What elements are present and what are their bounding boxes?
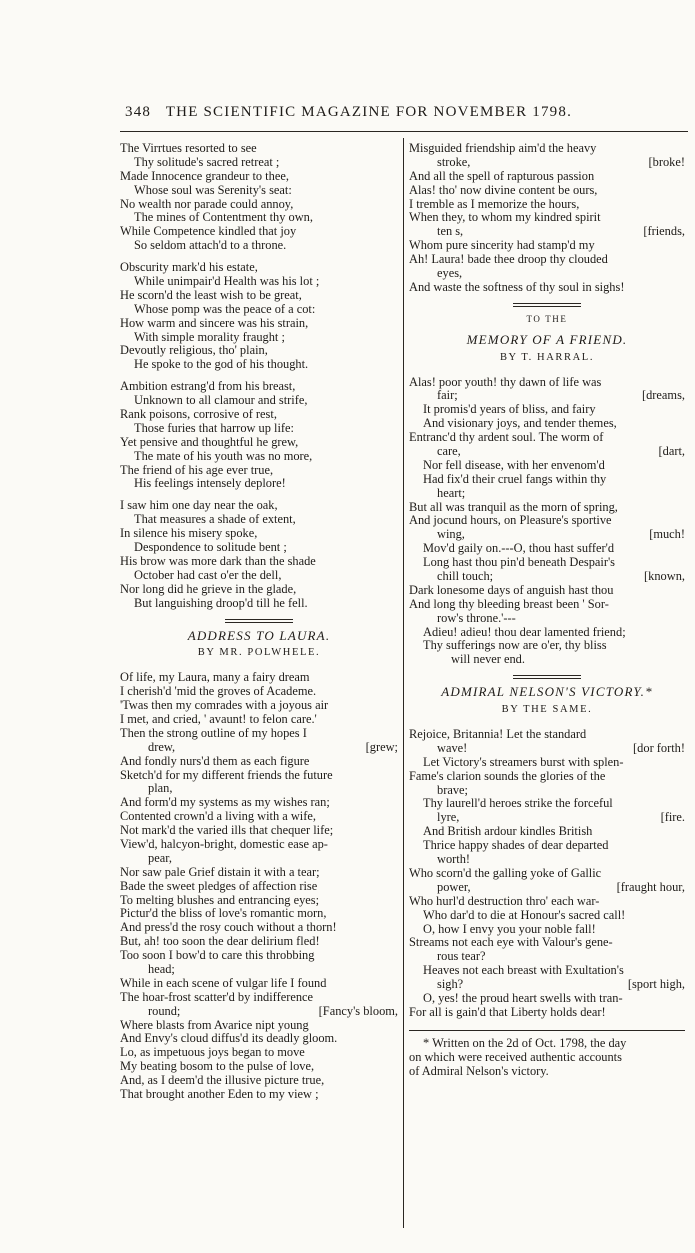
- line-text: Whose pomp was the peace of a cot:: [134, 301, 316, 316]
- line-text: worth!: [437, 852, 471, 867]
- line-text: His brow was more dark than the shade: [120, 553, 316, 568]
- poem-line: [409, 142, 685, 156]
- poem-line: [120, 597, 398, 611]
- line-text: Let Victory's streamers burst with splen-: [423, 754, 624, 769]
- poem-line: [409, 895, 685, 909]
- line-text: He scorn'd the least wish to be great,: [120, 287, 302, 302]
- turnover-word: [Fancy's bloom,: [318, 1003, 398, 1018]
- poem-line: [409, 839, 685, 853]
- line-text: Sketch'd for my different friends the future: [120, 767, 333, 782]
- line-text: How warm and sincere was his strain,: [120, 315, 309, 330]
- poem-line: [120, 198, 398, 212]
- line-text: And visionary joys, and tender themes,: [423, 416, 617, 431]
- line-text: Nor fell disease, with her envenom'd: [423, 457, 605, 472]
- poem-line: [409, 770, 685, 784]
- line-text: Long hast thou pin'd beneath Despair's: [423, 555, 616, 570]
- poem-line: [120, 796, 398, 810]
- poem-line: [409, 964, 685, 978]
- poem-line: [409, 881, 685, 895]
- line-text: Where blasts from Avarice nipt young: [120, 1017, 309, 1032]
- poem-line: [120, 810, 398, 824]
- line-text: Too soon I bow'd to care this throbbing: [120, 948, 315, 963]
- line-text: head;: [148, 962, 175, 977]
- poem-line: [409, 281, 685, 295]
- poem-line: [120, 380, 398, 394]
- poem-title: ADDRESS TO LAURA.: [187, 627, 331, 643]
- line-text: stroke,: [437, 154, 471, 169]
- line-text: Had fix'd their cruel fangs within thy: [423, 471, 607, 486]
- line-text: While Competence kindled that joy: [120, 224, 297, 239]
- poem-line: [120, 991, 398, 1005]
- left-column: [120, 142, 398, 1102]
- poem-line: [120, 422, 398, 436]
- line-text: row's throne.'---: [437, 610, 516, 625]
- poem-line: [120, 184, 398, 198]
- poem-line: [409, 239, 685, 253]
- line-text: And British ardour kindles British: [423, 824, 593, 839]
- line-text: ten s,: [437, 224, 464, 239]
- turnover-word: [broke!: [648, 154, 685, 169]
- line-text: Obscurity mark'd his estate,: [120, 260, 258, 275]
- line-text: To melting blushes and entrancing eyes;: [120, 892, 320, 907]
- poem-line: [409, 867, 685, 881]
- line-text: brave;: [437, 782, 468, 797]
- poem-line: [120, 211, 398, 225]
- poem-line: [409, 431, 685, 445]
- line-text: Ah! Laura! bade thee droop thy clouded: [409, 252, 608, 267]
- page-header: [125, 104, 645, 121]
- poem-line: [120, 569, 398, 583]
- line-text: Thy laurell'd heroes strike the forceful: [423, 796, 613, 811]
- poem-line: [409, 170, 685, 184]
- line-text: Thy solitude's sacred retreat ;: [134, 154, 280, 169]
- line-text: And jocund hours, on Pleasure's sportive: [409, 513, 612, 528]
- poem-line: [120, 275, 398, 289]
- line-text: While in each scene of vulgar life I found: [120, 975, 327, 990]
- line-text: October had cast o'er the dell,: [134, 567, 282, 582]
- line-text: Mov'd gaily on.---O, thou hast suffer'd: [423, 541, 615, 556]
- poem-line: [409, 626, 685, 640]
- poem-line: [120, 963, 398, 977]
- section-rule: [513, 675, 581, 679]
- poem-line: [120, 261, 398, 275]
- line-text: rous tear?: [437, 949, 486, 964]
- poem-line: [120, 225, 398, 239]
- poem-line: [120, 436, 398, 450]
- line-text: And Envy's cloud diffus'd its deadly gloom.: [120, 1031, 338, 1046]
- line-text: And press'd the rosy couch without a thorn!: [120, 920, 337, 935]
- column-divider: [403, 138, 404, 1228]
- poem-line: [409, 211, 685, 225]
- poem-title: MEMORY OF A FRIEND.: [466, 331, 628, 347]
- poem-line: [120, 541, 398, 555]
- line-text: Alas! poor youth! thy dawn of life was: [409, 374, 602, 389]
- line-text: I tremble as I memorize the hours,: [409, 196, 580, 211]
- poem-line: [409, 612, 685, 626]
- line-text: on which were received authentic accounts: [409, 1049, 622, 1064]
- poem-line: [409, 445, 685, 459]
- poem-line: [120, 170, 398, 184]
- poem-line: [409, 528, 685, 542]
- poem-line: [409, 487, 685, 501]
- line-text: Alas! tho' now divine content be ours,: [409, 182, 598, 197]
- line-text: Lo, as impetuous joys began to move: [120, 1045, 305, 1060]
- poem-continued: [409, 142, 685, 295]
- line-text: The mines of Contentment thy own,: [134, 210, 313, 225]
- line-text: Thy sufferings now are o'er, thy bliss: [423, 638, 607, 653]
- poem-line: [409, 389, 685, 403]
- line-text: Nor long did he grieve in the glade,: [120, 581, 297, 596]
- line-text: He spoke to the god of his thought.: [134, 357, 309, 372]
- poem-line: [120, 555, 398, 569]
- poem-line: [120, 358, 398, 372]
- poem-line: [409, 225, 685, 239]
- poem-line: [120, 394, 398, 408]
- poem-line: [120, 713, 398, 727]
- poem-line: [409, 598, 685, 612]
- poem-line: [409, 1037, 685, 1051]
- section-rule: [225, 619, 293, 623]
- line-text: heart;: [437, 485, 466, 500]
- poem-line: [120, 949, 398, 963]
- poem-line: [409, 936, 685, 950]
- line-text: Whose soul was Serenity's seat:: [134, 182, 292, 197]
- line-text: Ambition estrang'd from his breast,: [120, 379, 296, 394]
- line-text: care,: [437, 443, 461, 458]
- poem-line: [409, 1006, 685, 1020]
- line-text: Rejoice, Britannia! Let the standard: [409, 727, 587, 742]
- poem-line: [120, 671, 398, 685]
- line-text: Of life, my Laura, many a fairy dream: [120, 670, 310, 685]
- line-text: chill touch;: [437, 568, 494, 583]
- page-number: 348: [125, 104, 152, 120]
- line-text: power,: [437, 879, 471, 894]
- poem-line: [120, 142, 398, 156]
- poem-line: [120, 1005, 398, 1019]
- line-text: With simple morality fraught ;: [134, 329, 285, 344]
- poem-line: [120, 513, 398, 527]
- line-text: And fondly nurs'd them as each figure: [120, 753, 310, 768]
- poem-line: [120, 408, 398, 422]
- line-text: So seldom attach'd to a throne.: [134, 238, 287, 253]
- line-text: fair;: [437, 388, 458, 403]
- poem-line: [120, 880, 398, 894]
- line-text: While unimpair'd Health was his lot ;: [134, 274, 320, 289]
- turnover-word: [grew;: [365, 739, 398, 754]
- poem-line: [120, 239, 398, 253]
- line-text: Yet pensive and thoughtful he grew,: [120, 434, 299, 449]
- poem-line: [120, 921, 398, 935]
- poem-line: [120, 499, 398, 513]
- right-column: [409, 142, 685, 1078]
- poem-line: [409, 1065, 685, 1079]
- poem-line: [409, 909, 685, 923]
- line-text: Rank poisons, corrosive of rest,: [120, 407, 277, 422]
- poem-line: [409, 542, 685, 556]
- poem-line: [120, 1088, 398, 1102]
- turnover-word: [dor forth!: [633, 740, 685, 755]
- poem-line: [409, 728, 685, 742]
- line-text: Who hurl'd destruction thro' each war-: [409, 893, 600, 908]
- line-text: Contented crown'd a living with a wife,: [120, 809, 316, 824]
- poem-line: [120, 894, 398, 908]
- poem-line: [120, 464, 398, 478]
- line-text: pear,: [148, 850, 172, 865]
- line-text: I cherish'd 'mid the groves of Academe.: [120, 684, 317, 699]
- line-text: lyre,: [437, 810, 460, 825]
- turnover-word: [dreams,: [641, 388, 685, 403]
- poem-line: [120, 907, 398, 921]
- line-text: Pictur'd the bliss of love's romantic morn,: [120, 906, 327, 921]
- poem-line: [409, 501, 685, 515]
- poem-line: [409, 978, 685, 992]
- line-text: round;: [148, 1003, 181, 1018]
- line-text: And all the spell of rapturous passion: [409, 168, 595, 183]
- line-text: But languishing droop'd till he fell.: [134, 595, 308, 610]
- poem-line: [120, 852, 398, 866]
- poem-line: [120, 935, 398, 949]
- line-text: I saw him one day near the oak,: [120, 498, 278, 513]
- poem-line: [120, 685, 398, 699]
- line-text: But all was tranquil as the morn of spring,: [409, 499, 618, 514]
- line-text: For all is gain'd that Liberty holds dear!: [409, 1004, 606, 1019]
- line-text: O, how I envy you your noble fall!: [423, 921, 596, 936]
- line-text: I met, and cried, ' avaunt! to felon care.': [120, 711, 317, 726]
- line-text: Nor saw pale Grief distain it with a tear;: [120, 864, 320, 879]
- line-text: Thrice happy shades of dear departed: [423, 838, 609, 853]
- footnote-rule: [409, 1030, 685, 1031]
- poem-line: [409, 797, 685, 811]
- line-text: The friend of his age ever true,: [120, 462, 274, 477]
- poem-line: [409, 584, 685, 598]
- poem-line: [409, 992, 685, 1006]
- poem-line: [409, 756, 685, 770]
- line-text: Entranc'd thy ardent soul. The worm of: [409, 430, 604, 445]
- poem-line: [409, 556, 685, 570]
- poem-line: [120, 583, 398, 597]
- poem-line: [120, 477, 398, 491]
- poem-line: [409, 639, 685, 653]
- line-text: My beating bosom to the pulse of love,: [120, 1059, 315, 1074]
- line-text: Whom pure sincerity had stamp'd my: [409, 238, 595, 253]
- poem-body: [409, 728, 685, 1020]
- poem-line: [120, 727, 398, 741]
- line-text: will never end.: [451, 652, 525, 667]
- line-text: Who dar'd to die at Honour's sacred call!: [423, 907, 626, 922]
- poem-line: [409, 570, 685, 584]
- poem-line: [120, 450, 398, 464]
- poem-line: [409, 825, 685, 839]
- poem-line: [409, 853, 685, 867]
- poem-line: [120, 1032, 398, 1046]
- header-rule: [120, 131, 688, 132]
- line-text: And waste the softness of thy soul in sighs!: [409, 279, 625, 294]
- poem-line: [120, 289, 398, 303]
- poem-line: [120, 977, 398, 991]
- turnover-word: [dart,: [658, 443, 685, 458]
- running-title: THE SCIENTIFIC MAGAZINE FOR NOVEMBER 1798.: [165, 104, 573, 120]
- turnover-word: [fraught hour,: [616, 879, 685, 894]
- line-text: View'd, halcyon-bright, domestic ease ap-: [120, 837, 328, 851]
- line-text: When they, to whom my kindred spirit: [409, 210, 601, 225]
- line-text: The hoar-frost scatter'd by indifference: [120, 989, 314, 1004]
- line-text: wave!: [437, 740, 468, 755]
- poem-line: [409, 950, 685, 964]
- line-text: sigh?: [437, 977, 464, 992]
- poem-line: [120, 838, 398, 852]
- turnover-word: [much!: [649, 527, 685, 542]
- turnover-word: [fire.: [660, 810, 685, 825]
- line-text: Despondence to solitude bent ;: [134, 540, 287, 555]
- turnover-word: [friends,: [643, 224, 685, 239]
- line-text: But, ah! too soon the dear delirium fled!: [120, 934, 320, 949]
- poem-line: [120, 1046, 398, 1060]
- line-text: That measures a shade of extent,: [134, 512, 296, 527]
- poem-line: [120, 1074, 398, 1088]
- poem-line: [409, 1051, 685, 1065]
- poem-line: [120, 755, 398, 769]
- line-text: And, as I deem'd the illusive picture true,: [120, 1073, 325, 1088]
- poem-dedication: TO THE: [526, 313, 568, 324]
- line-text: * Written on the 2d of Oct. 1798, the day: [423, 1035, 627, 1050]
- line-text: of Admiral Nelson's victory.: [409, 1063, 549, 1078]
- line-text: Those furies that harrow up life:: [134, 420, 294, 435]
- poem-line: [120, 741, 398, 755]
- poem-line: [120, 303, 398, 317]
- poem-line: [120, 317, 398, 331]
- line-text: It promis'd years of bliss, and fairy: [423, 402, 596, 417]
- poem-line: [120, 1060, 398, 1074]
- poem-title: ADMIRAL NELSON'S VICTORY.*: [441, 684, 653, 700]
- poem-byline: BY MR. POLWHELE.: [197, 647, 321, 659]
- poem-line: [120, 331, 398, 345]
- line-text: Adieu! adieu! thou dear lamented friend;: [423, 624, 626, 639]
- poem-line: [409, 376, 685, 390]
- poem-line: [409, 923, 685, 937]
- line-text: And form'd my systems as my wishes ran;: [120, 795, 330, 810]
- turnover-word: [sport high,: [627, 977, 685, 992]
- poem-line: [409, 253, 685, 267]
- line-text: In silence his misery spoke,: [120, 526, 258, 541]
- poem-line: [409, 742, 685, 756]
- line-text: 'Twas then my comrades with a joyous air: [120, 698, 329, 713]
- poem-line: [409, 473, 685, 487]
- line-text: Not mark'd the varied ills that chequer life;: [120, 823, 334, 838]
- line-text: plan,: [148, 781, 173, 796]
- poem-continued: [120, 142, 398, 611]
- poem-line: [409, 184, 685, 198]
- poem-line: [409, 514, 685, 528]
- poem-line: [120, 866, 398, 880]
- line-text: Heaves not each breast with Exultation's: [423, 963, 624, 978]
- line-text: Who scorn'd the galling yoke of Gallic: [409, 865, 602, 880]
- line-text: Then the strong outline of my hopes I: [120, 725, 307, 740]
- line-text: The mate of his youth was no more,: [134, 448, 313, 463]
- line-text: drew,: [148, 739, 176, 754]
- line-text: Misguided friendship aim'd the heavy: [409, 141, 597, 155]
- poem-line: [120, 769, 398, 783]
- line-text: Made Innocence grandeur to thee,: [120, 168, 289, 183]
- line-text: O, yes! the proud heart swells with tran-: [423, 990, 623, 1005]
- poem-line: [120, 824, 398, 838]
- poem-line: [120, 782, 398, 796]
- poem-line: [409, 198, 685, 212]
- line-text: Unknown to all clamour and strife,: [134, 393, 308, 408]
- poem-line: [409, 653, 685, 667]
- line-text: That brought another Eden to my view ;: [120, 1087, 319, 1102]
- footnote: [409, 1037, 685, 1079]
- line-text: Bade the sweet pledges of affection rise: [120, 878, 318, 893]
- poem-line: [409, 403, 685, 417]
- poem-line: [409, 417, 685, 431]
- line-text: Streams not each eye with Valour's gene-: [409, 935, 613, 950]
- poem-line: [120, 699, 398, 713]
- line-text: The Virrtues resorted to see: [120, 141, 257, 155]
- poem-line: [409, 156, 685, 170]
- poem-line: [120, 1019, 398, 1033]
- line-text: Devoutly religious, tho' plain,: [120, 343, 268, 358]
- poem-line: [409, 267, 685, 281]
- poem-line: [409, 459, 685, 473]
- line-text: And long thy bleeding breast been ' Sor-: [409, 596, 609, 611]
- line-text: eyes,: [437, 266, 463, 281]
- poem-line: [120, 344, 398, 358]
- poem-body: [120, 671, 398, 1102]
- turnover-word: [known,: [644, 568, 685, 583]
- line-text: Fame's clarion sounds the glories of the: [409, 768, 606, 783]
- line-text: No wealth nor parade could annoy,: [120, 196, 294, 211]
- line-text: His feelings intensely deplore!: [134, 476, 286, 491]
- poem-line: [409, 784, 685, 798]
- poem-line: [120, 156, 398, 170]
- line-text: wing,: [437, 527, 465, 542]
- poem-line: [409, 811, 685, 825]
- poem-byline: BY T. HARRAL.: [499, 351, 595, 363]
- poem-byline: BY THE SAME.: [501, 704, 593, 716]
- section-rule: [513, 303, 581, 307]
- poem-body: [409, 376, 685, 668]
- line-text: Dark lonesome days of anguish hast thou: [409, 582, 614, 597]
- poem-line: [120, 527, 398, 541]
